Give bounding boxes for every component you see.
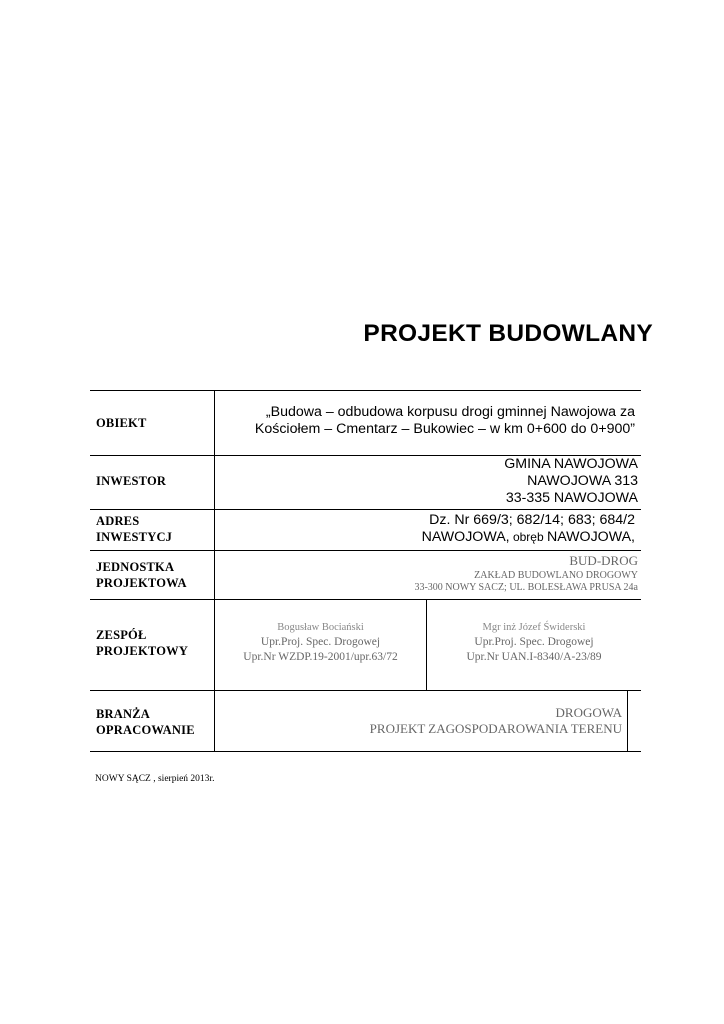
designer-1-name: Bogusław Bociański [277,622,364,633]
column-divider [214,390,215,752]
branza-label-line-1: BRANŻA [96,707,150,721]
jednostka-label-line-2: PROJEKTOWA [96,576,187,590]
branza-line-1: DROGOWA [555,705,622,720]
adres-value [235,512,635,546]
designer-2-name: Mgr inż Józef Świderski [482,622,586,633]
document-title: PROJEKT BUDOWLANY [363,320,653,347]
obiekt-value [215,404,635,438]
branza-label [96,706,195,738]
inwestor-value [238,456,638,507]
row-divider [90,599,641,600]
row-divider [90,690,641,691]
zespol-label-line-2: PROJEKTOWY [96,644,189,658]
table-bottom-border [90,751,641,752]
adres-line-2 [235,529,635,546]
jednostka-line-2: ZAKŁAD BUDOWLANO DROGOWY [474,570,638,581]
designer-1 [215,621,426,665]
jednostka-line-1: BUD-DROG [569,553,638,568]
designer-1-role: Upr.Proj. Spec. Drogowej [260,636,381,648]
obiekt-line-2: Kościołem – Cmentarz – Bukowiec – w km 0+600 do 0+900” [254,421,635,437]
obiekt-line-1: „Budowa – odbudowa korpusu drogi gminnej Nawojowa za [265,404,635,420]
inwestor-line-2: NAWOJOWA 313 [527,473,638,489]
adres-line-2-end: NAWOJOWA, [546,529,635,545]
table-top-border [90,390,641,391]
inwestor-line-1: GMINA NAWOJOWA [504,456,638,472]
zespol-label-line-1: ZESPÓŁ [96,628,147,642]
obiekt-label: OBIEKT [96,416,147,430]
jednostka-label-line-1: JEDNOSTKA [96,560,175,574]
designer-2-number: Upr.Nr UAN.I-8340/A-23/89 [466,651,602,663]
designer-2-role: Upr.Proj. Spec. Drogowej [474,636,594,648]
adres-label-line-2: INWESTYCJ [96,530,173,544]
adres-label [96,513,172,545]
inwestor-label: INWESTOR [96,474,167,488]
adres-label-line-1: ADRES [96,514,140,528]
designer-2 [427,621,641,665]
row-divider [90,550,641,551]
adres-line-2-main: NAWOJOWA, [421,529,510,545]
branza-label-line-2: OPRACOWANIE [96,723,195,737]
place-date-footer: NOWY SĄCZ , sierpień 2013r. [95,774,215,784]
inwestor-line-3: 33-335 NAWOJOWA [505,490,638,506]
jednostka-label [96,559,187,591]
row-divider [90,509,641,510]
adres-line-2-small: obręb [509,530,547,544]
zespol-label [96,627,188,659]
branza-line-2: PROJEKT ZAGOSPODAROWANIA TERENU [369,721,622,736]
designer-1-number: Upr.Nr WZDP.19-2001/upr.63/72 [243,651,398,663]
jednostka-line-3: 33-300 NOWY SACZ; UL. BOLESŁAWA PRUSA 24a [414,582,638,593]
adres-line-1: Dz. Nr 669/3; 682/14; 683; 684/2 [429,512,635,528]
branza-value [222,705,622,737]
branza-right-divider [627,690,628,751]
jednostka-value [238,553,638,594]
